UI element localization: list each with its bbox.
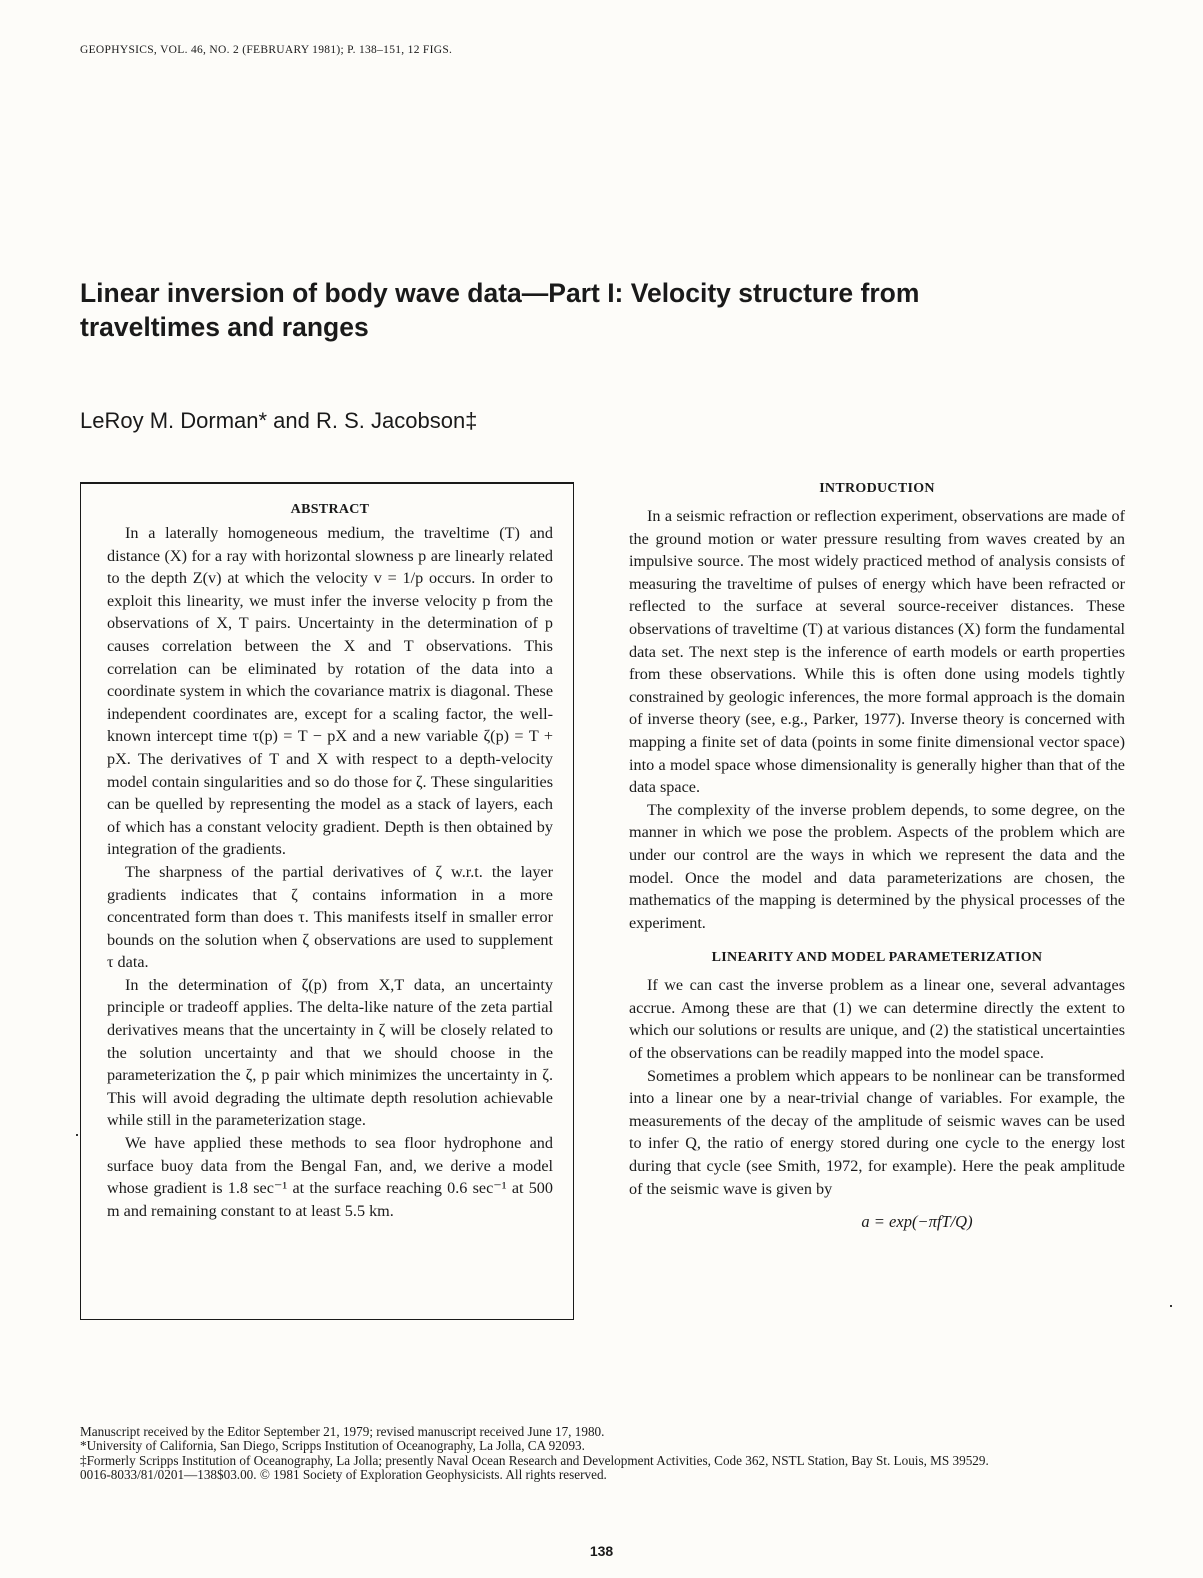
abstract-paragraph: The sharpness of the partial derivatives of ζ w.r.t. the layer gradients indicates that ζ contains information in a more concentrated form than does τ. This manifests itself in smaller error bounds on the solution when ζ observations are used to supplement τ data. — [107, 862, 553, 972]
introduction-heading: INTRODUCTION — [819, 481, 935, 496]
margin-mark — [76, 1134, 78, 1136]
linearity-paragraph: If we can cast the inverse problem as a linear one, several advantages accrue. Among these are that (1) we can determine directly the extent to which our solutions or results are unique, and (2) the statistical uncertainties of the observations can be readily mapped into the model space. — [629, 976, 1125, 1063]
right-column — [629, 481, 1125, 1232]
abstract-paragraph: We have applied these methods to sea floor hydrophone and surface buoy data from the Bengal Fan, and, we derive a model whose gradient is 1.8 sec⁻¹ at the surface reaching 0.6 sec⁻¹ at 500 m and remaining constant to at least 5.5 km. — [107, 1134, 553, 1220]
abstract-heading: ABSTRACT — [290, 502, 370, 517]
footnote-manuscript: Manuscript received by the Editor September 21, 1979; revised manuscript received June 17, 1980. — [80, 1424, 605, 1439]
margin-mark — [1170, 1305, 1172, 1307]
footnote-copyright: 0016-8033/81/0201—138$03.00. © 1981 Society of Exploration Geophysicists. All rights reserved. — [80, 1467, 607, 1483]
footnotes — [80, 1425, 1125, 1483]
introduction-paragraph: In a seismic refraction or reflection experiment, observations are made of the ground motion or water pressure resulting from waves created by an impulsive source. The most widely practiced method of analysis consists of measuring the traveltime of pulses of energy which have been refracted or reflected to the surface at several source-receiver distances. These observations of traveltime (T) at various distances (X) form the fundamental data set. The next step is the inference of earth models or earth properties from these observations. While this is often done using models tightly constrained by geologic inferences, the more formal approach is the domain of inverse theory (see, e.g., Parker, 1977). Inverse theory is concerned with mapping a finite set of data (points in some finite dimensional vector space) into a model space whose dimensionality is generally higher than that of the data space. — [629, 507, 1125, 797]
amplitude-equation: a = exp(−πfT/Q) — [861, 1212, 973, 1232]
abstract-paragraph: In the determination of ζ(p) from X,T data, an uncertainty principle or tradeoff applies. The delta-like nature of the zeta partial derivatives means that the uncertainty in ζ will be closely related to the solution uncertainty and that we should choose in the parameterization the ζ, p pair which minimizes the uncertainty in ζ. This will avoid degrading the ultimate depth resolution achievable while still in the parameterization stage. — [107, 975, 553, 1130]
abstract-box — [80, 482, 574, 1320]
abstract-paragraph: In a laterally homogeneous medium, the traveltime (T) and distance (X) for a ray with horizontal slowness p are linearly related to the depth Z(v) at which the velocity v = 1/p occurs. In order to exploit this linearity, we must infer the inverse velocity p from the observations of X, T pairs. Uncertainty in the determination of p causes correlation between the X and T observations. This correlation can be eliminated by rotation of the data into a coordinate system in which the covariance matrix is diagonal. These independent coordinates are, except for a scaling factor, the well-known intercept time τ(p) = T − pX and a new variable ζ(p) = T + pX. The derivatives of T and X with respect to a depth-velocity model contain singularities and so do those for ζ. These singularities can be quelled by representing the model as a stack of layers, each of which has a constant velocity gradient. Depth is then obtained by integration of the gradients. — [107, 524, 553, 859]
article-title: Linear inversion of body wave data—Part I: Velocity structure from traveltimes and ranges — [80, 278, 920, 342]
footnote-affiliation-dorman: *University of California, San Diego, Scripps Institution of Oceanography, La Jolla, CA 92093. — [80, 1438, 585, 1454]
abstract-content — [107, 502, 553, 1222]
page-number: 138 — [589, 1543, 614, 1559]
article-authors: LeRoy M. Dorman* and R. S. Jacobson‡ — [80, 408, 478, 433]
introduction-paragraph: The complexity of the inverse problem depends, to some degree, on the manner in which we pose the problem. Aspects of the problem which are under our control are the ways in which we represent the data and the model. Once the model and data parameterizations are chosen, the mathematics of the mapping is determined by the physical processes of the experiment. — [629, 800, 1125, 932]
linearity-paragraph: Sometimes a problem which appears to be nonlinear can be transformed into a linear one by a near-trivial change of variables. For example, the measurements of the decay of the amplitude of seismic waves can be used to infer Q, the ratio of energy stored during one cycle to the energy lost during that cycle (see Smith, 1972, for example). Here the peak amplitude of the seismic wave is given by — [629, 1066, 1125, 1198]
linearity-heading: LINEARITY AND MODEL PARAMETERIZATION — [711, 950, 1043, 966]
journal-citation-line: GEOPHYSICS, VOL. 46, NO. 2 (FEBRUARY 1981); P. 138–151, 12 FIGS. — [80, 44, 453, 56]
footnote-affiliation-jacobson: ‡Formerly Scripps Institution of Oceanography, La Jolla; presently Naval Ocean Research and Development Activities, Code 362, NSTL Station, Bay St. Louis, MS 39529. — [80, 1452, 989, 1468]
